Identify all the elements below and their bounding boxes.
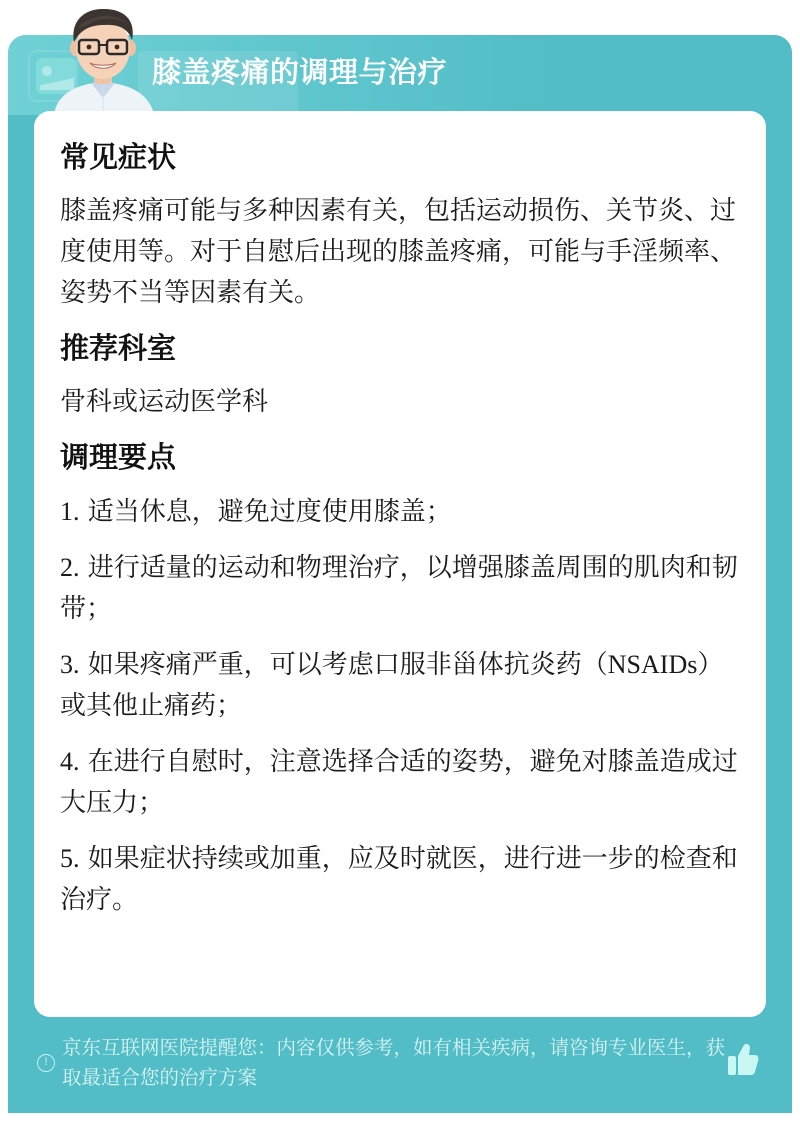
care-item-number: 3. [60, 650, 80, 679]
care-item-number: 4. [60, 747, 80, 776]
care-item-text: 如果疼痛严重，可以考虑口服非甾体抗炎药（ [87, 650, 608, 680]
doctor-avatar [48, 6, 158, 114]
care-item-text: 如果症状持续或加重，应及时就医，进行进一步的检查和治疗。 [60, 844, 738, 915]
symptoms-text: 膝盖疼痛可能与多种因素有关，包括运动损伤、关节炎、过度使用等。对于自慰后出现的膝盖疼痛，可能与手淫频率、姿势不当等因素有关。 [60, 196, 737, 308]
care-item-text: 在进行自慰时，注意选择合适的姿势，避免对膝盖造成过大压力； [60, 747, 738, 818]
care-item-number: 5. [60, 844, 80, 873]
info-icon: ! [37, 1054, 55, 1072]
care-item-text: 进行适量的运动和物理治疗，以增强膝盖周围的肌肉和韧带； [60, 553, 738, 624]
care-item-2 [60, 547, 740, 630]
symptoms-heading: 常见症状 [60, 140, 177, 174]
care-item-text-end: ）或其他止痛药； [60, 650, 724, 721]
care-item-1 [60, 491, 740, 533]
thumbs-up-icon[interactable] [727, 1042, 759, 1076]
disclaimer-text: 京东互联网医院提醒您：内容仅供参考，如有相关疾病，请咨询专业医生，获取最适合您的治疗方案 [62, 1036, 726, 1089]
care-item-text: 适当休息，避免过度使用膝盖； [87, 497, 452, 527]
department-heading: 推荐科室 [60, 331, 177, 365]
care-item-3 [60, 644, 740, 727]
department-text: 骨科或运动医学科 [60, 387, 269, 417]
care-item-4 [60, 741, 740, 824]
care-item-5 [60, 838, 740, 921]
care-item-abbreviation: NSAIDs [607, 650, 698, 679]
care-heading: 调理要点 [60, 440, 177, 474]
care-item-number: 2. [60, 553, 80, 582]
content-card [34, 111, 766, 1017]
care-item-number: 1. [60, 497, 80, 526]
page-title: 膝盖疼痛的调理与治疗 [152, 55, 448, 89]
disclaimer-footer [8, 1030, 792, 1100]
